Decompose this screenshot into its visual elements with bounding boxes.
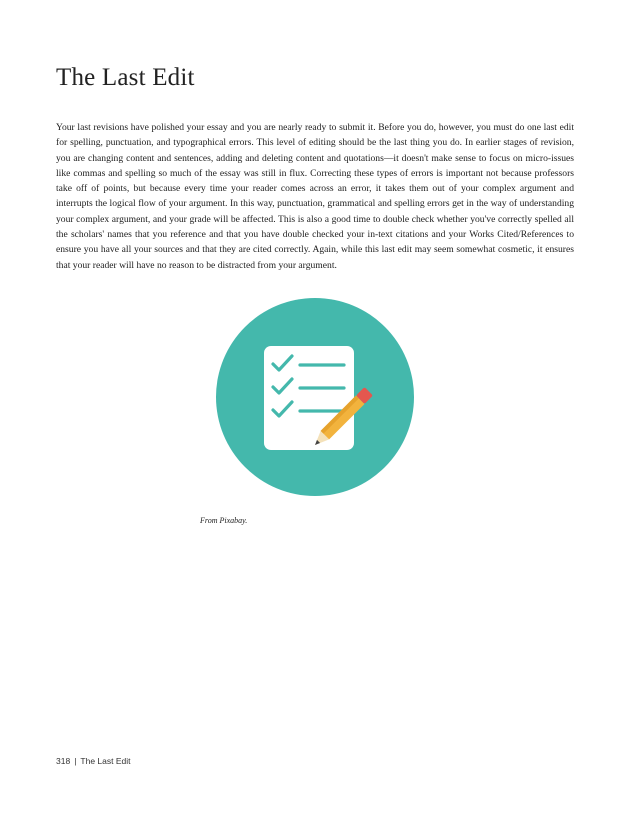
paper-sheet [264,346,354,450]
checklist-with-pencil-icon [216,298,414,496]
body-paragraph: Your last revisions have polished your essay and you are nearly ready to submit it. Before you do, however, you must do one last edit for spelling, punctuation, and typographical errors. This level of editing should be the last thing you do. In earlier stages of revision, you are changing content and sentences, adding and deleting content and quotations—it doesn't make sense to focus on micro-issues like commas and spelling so much of the essay was still in flux. Correcting these types of errors is important not because professors take off of points, but because every time your reader comes across an error, it takes them out of your complex argument and interrupts the logical flow of your argument. In this way, punctuation, grammatical and spelling errors get in the way of understanding your complex argument, and your grade will be affected. This is also a good time to double check whether you've correctly spelled all the scholars' names that you reference and that you have double checked your in-text citations and your Works Cited/References to ensure you have all your sources and that they are cited correctly. Again, while this last edit may seem somewhat cosmetic, it ensures that your reader will have no reason to be distracted from your argument. [56,122,574,271]
page-title: The Last Edit [56,64,195,91]
checklist-figure [216,298,414,496]
page-number: 318 [56,756,71,766]
footer-separator: | [74,756,77,766]
running-title: The Last Edit [80,756,131,766]
figure-caption: From Pixabay. [200,516,248,525]
page-footer [56,756,131,766]
